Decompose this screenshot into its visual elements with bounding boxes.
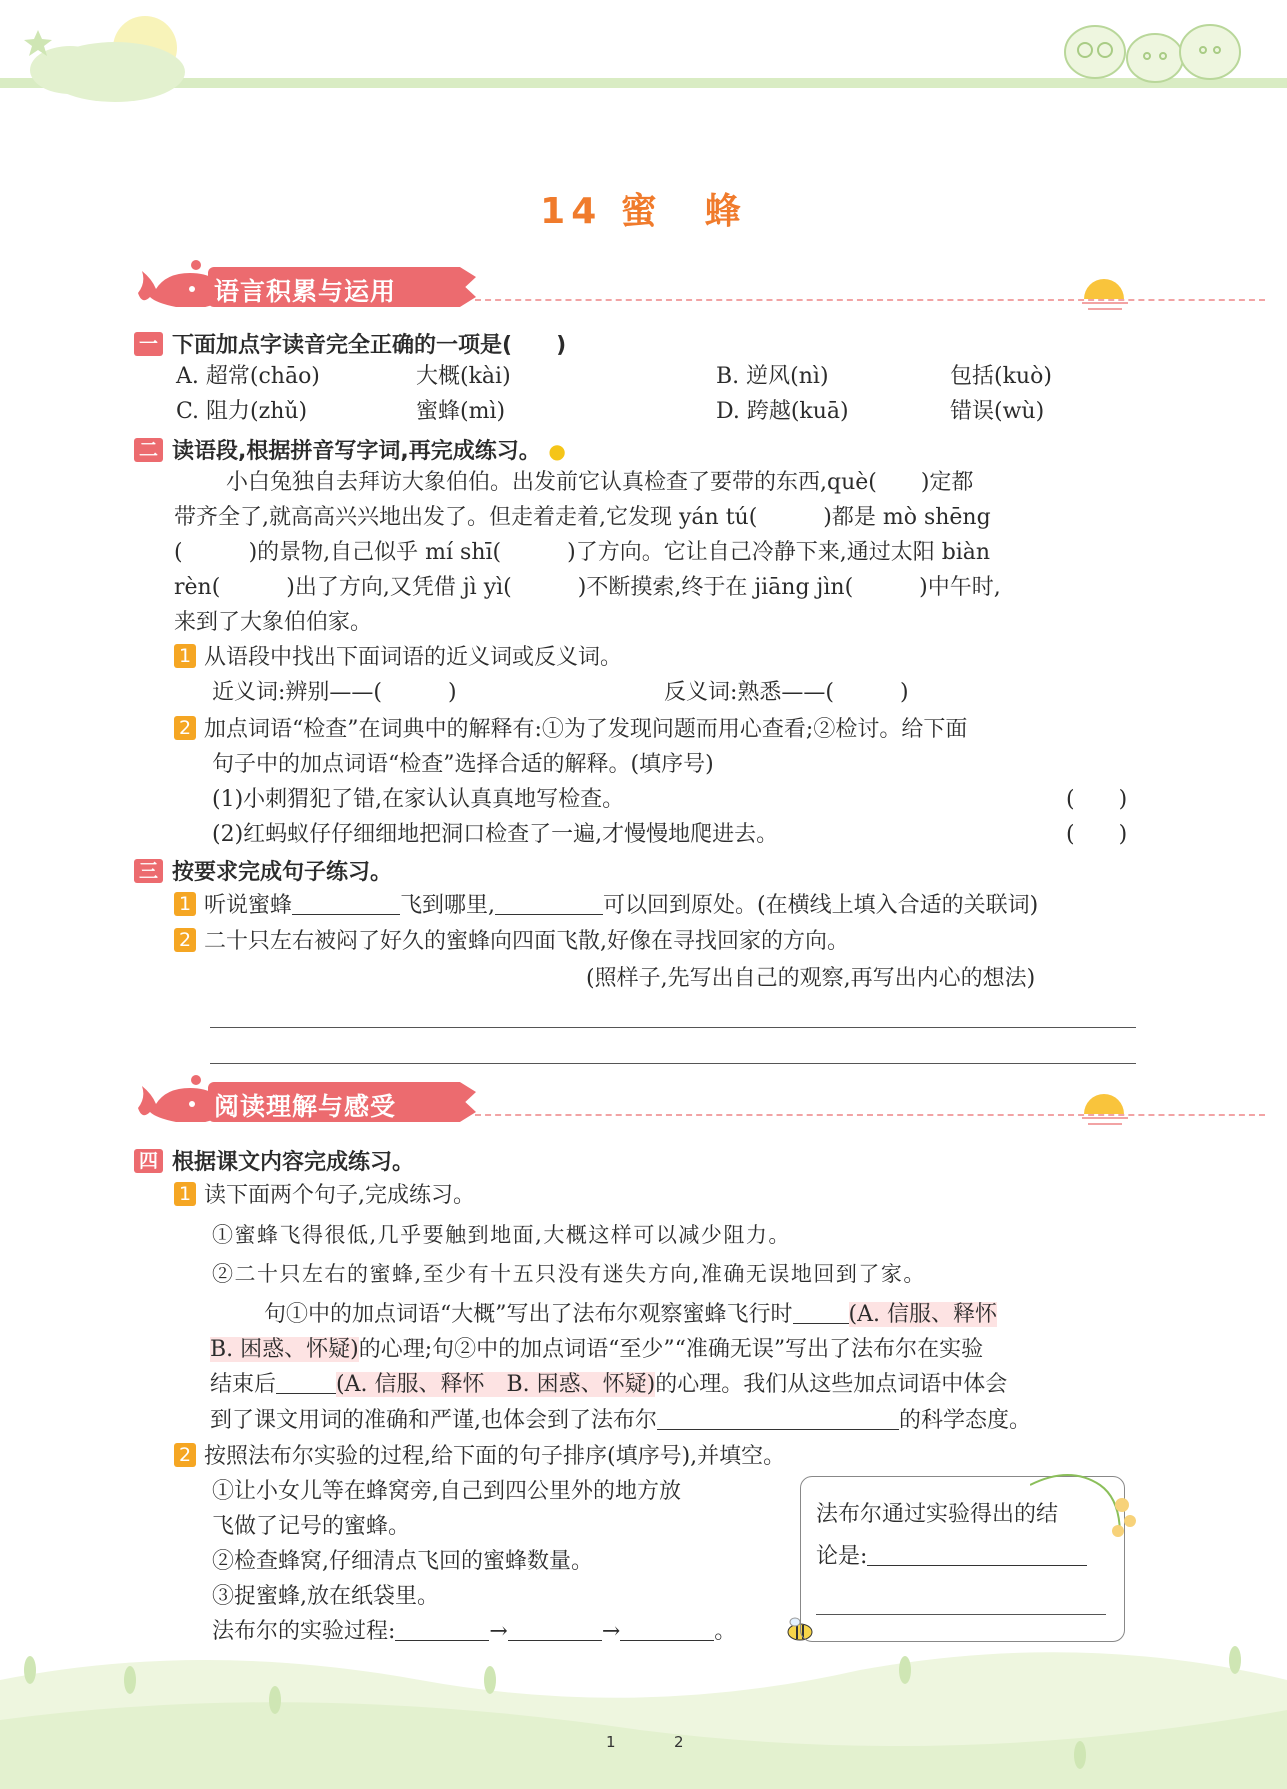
body-text: 。 — [714, 1619, 737, 1644]
order-item-1b: 飞做了记号的蜜蜂。 — [212, 1514, 411, 1539]
order-item-3: ③捉蜜蜂,放在纸袋里。 — [212, 1584, 439, 1609]
page-number-left: 1 — [606, 1733, 616, 1751]
q4-text-line4 — [210, 1404, 1031, 1438]
question-3-heading — [134, 855, 392, 886]
body-text: 的心理。我们从这些加点词语中体会 — [655, 1372, 1008, 1397]
arrow: → — [489, 1619, 508, 1644]
sub-text: 听说蜜蜂 — [204, 893, 293, 918]
page-title: 14 蜜 蜂 — [540, 191, 747, 232]
sentence-1: ①蜜蜂飞得很低,几乎要触到地面,大概这样可以减少阻力。 — [212, 1223, 791, 1247]
body-text: 法布尔的实验过程: — [212, 1619, 396, 1644]
option-b2: 包括(kuò) — [950, 364, 1052, 389]
answer-line[interactable] — [816, 1614, 1106, 1615]
passage-line-2: 带齐全了,就高高兴兴地出发了。但走着走着,它发现 yán tú( )都是 mò shēng — [174, 505, 991, 530]
answer-line[interactable] — [210, 1063, 1136, 1064]
sub-text: 可以回到原处。(在横线上填入合适的关联词) — [603, 893, 1039, 918]
conclusion-line1: 法布尔通过实验得出的结 — [816, 1502, 1059, 1527]
sub-number: 2 — [174, 1443, 196, 1467]
fill-blank[interactable] — [657, 1407, 899, 1430]
passage-line-3: ( )的景物,自己似乎 mí shī( )了方向。它让自己冷静下来,通过太阳 biàn — [174, 540, 991, 565]
sub-text: 读下面两个句子,完成练习。 — [204, 1183, 475, 1208]
question-text: 按要求完成句子练习。 — [172, 860, 393, 885]
fill-blank[interactable] — [495, 892, 603, 915]
fill-blank[interactable] — [793, 1301, 849, 1324]
question-text: 下面加点字读音完全正确的一项是( ) — [172, 333, 567, 358]
fill-blank[interactable] — [867, 1543, 1087, 1566]
q3-note: (照样子,先写出自己的观察,再写出内心的想法) — [586, 966, 1036, 991]
question-number: 三 — [134, 859, 163, 883]
passage-line-5: 来到了大象伯伯家。 — [174, 610, 373, 635]
question-number: 二 — [134, 438, 163, 462]
question-1-heading — [134, 328, 566, 359]
sunset-icon — [1080, 1084, 1130, 1128]
option-b1: B. 逆风(nì) — [716, 364, 829, 389]
question-text: 根据课文内容完成练习。 — [172, 1150, 415, 1175]
sub-number: 1 — [174, 1182, 196, 1206]
arrow: → — [601, 1619, 621, 1644]
body-text: 到了课文用词的准确和严谨,也体会到了法布尔 — [210, 1408, 657, 1433]
sub-number: 1 — [174, 644, 196, 668]
q2-sub2-item2: (2)红蚂蚁仔仔细细地把洞口检查了一遍,才慢慢地爬进去。 — [212, 822, 779, 847]
fill-blank[interactable] — [508, 1618, 602, 1641]
option-c2: 蜜蜂(mì) — [416, 399, 506, 424]
page-number-right: 2 — [674, 1733, 684, 1751]
sunset-icon — [1080, 269, 1130, 313]
q4-sub1 — [174, 1179, 475, 1213]
answer-paren[interactable]: ( ) — [1066, 787, 1128, 812]
option-d2: 错误(wù) — [950, 399, 1045, 424]
section-title: 语言积累与运用 — [214, 277, 397, 306]
animal-faces-decoration — [1055, 0, 1255, 90]
question-number: 四 — [134, 1149, 163, 1173]
q4-text-line1 — [264, 1298, 997, 1332]
q2-sub2-line2: 句子中的加点词语“检查”选择合适的解释。(填序号) — [212, 752, 714, 777]
body-text: 句①中的加点词语“大概”写出了法布尔观察蜜蜂飞行时 — [264, 1302, 793, 1327]
option-d1: D. 跨越(kuā) — [716, 399, 849, 424]
synonym-item: 近义词:辨别——( ) — [212, 680, 457, 705]
passage-line-4: rèn( )出了方向,又凭借 jì yì( )不断摸索,终于在 jiāng jìn( )中午时, — [174, 575, 1001, 600]
q3-sub2 — [174, 925, 849, 959]
sub-text: 加点词语“检查”在词典中的解释有:①为了发现问题而用心查看;②检讨。给下面 — [204, 717, 968, 742]
conclusion-line2 — [816, 1540, 1087, 1574]
fill-blank[interactable] — [395, 1618, 489, 1641]
option-c1: C. 阻力(zhǔ) — [176, 399, 308, 424]
fill-blank[interactable] — [620, 1618, 714, 1641]
body-text: 结束后 — [210, 1372, 277, 1397]
choice-option: B. 困惑、怀疑) — [210, 1337, 359, 1362]
sub-text: 按照法布尔实验的过程,给下面的句子排序(填序号),并填空。 — [204, 1444, 786, 1469]
choice-option: (A. 信服、释怀 B. 困惑、怀疑) — [336, 1372, 656, 1397]
question-text: 读语段,根据拼音写字词,再完成练习。 — [172, 439, 541, 464]
order-item-2: ②检查蜂窝,仔细清点飞回的蜜蜂数量。 — [212, 1549, 593, 1574]
option-a2: 大概(kài) — [416, 364, 511, 389]
sentence-2: ②二十只左右的蜜蜂,至少有十五只没有迷失方向,准确无误地回到了家。 — [212, 1262, 926, 1286]
section-title: 阅读理解与感受 — [214, 1092, 397, 1121]
q4-sub2 — [174, 1440, 785, 1474]
q2-sub1 — [174, 641, 622, 675]
sub-text: 从语段中找出下面词语的近义词或反义词。 — [204, 645, 623, 670]
body-text: 论是: — [816, 1544, 868, 1569]
section-banner-1 — [130, 267, 1140, 307]
answer-paren[interactable]: ( ) — [1066, 822, 1128, 847]
question-number: 一 — [134, 332, 163, 356]
passage-line-1: 小白兔独自去拜访大象伯伯。出发前它认真检查了要带的东西,què( )定都 — [226, 470, 974, 495]
cloud-sun-decoration — [0, 0, 210, 110]
q4-text-line3 — [210, 1368, 1007, 1402]
q2-sub2-item1: (1)小刺猬犯了错,在家认认真真地写检查。 — [212, 787, 625, 812]
choice-option: (A. 信服、释怀 — [848, 1302, 997, 1327]
sub-number: 2 — [174, 716, 196, 740]
q4-text-line2 — [210, 1333, 983, 1367]
q3-sub1 — [174, 889, 1038, 923]
fill-blank[interactable] — [276, 1371, 336, 1394]
question-2-heading — [134, 434, 566, 465]
antonym-item: 反义词:熟悉——( ) — [664, 680, 909, 705]
question-4-heading — [134, 1145, 414, 1176]
sub-text: 飞到哪里, — [400, 893, 496, 918]
body-text: 的心理;句②中的加点词语“至少”“准确无误”写出了法布尔在实验 — [358, 1337, 984, 1362]
fill-blank[interactable] — [292, 892, 400, 915]
body-text: 的科学态度。 — [899, 1408, 1032, 1433]
option-a1: A. 超常(chāo) — [176, 364, 320, 389]
lightbulb-icon: ● — [548, 439, 566, 463]
sub-number: 1 — [174, 892, 196, 916]
sub-number: 2 — [174, 928, 196, 952]
q2-sub2 — [174, 713, 967, 747]
sub-text: 二十只左右被闷了好久的蜜蜂向四面飞散,好像在寻找回家的方向。 — [204, 929, 849, 954]
order-item-1a: ①让小女儿等在蜂窝旁,自己到四公里外的地方放 — [212, 1479, 681, 1504]
section-banner-2 — [130, 1082, 1140, 1122]
answer-line[interactable] — [210, 1027, 1136, 1028]
grass-hills-decoration — [0, 1640, 1287, 1789]
